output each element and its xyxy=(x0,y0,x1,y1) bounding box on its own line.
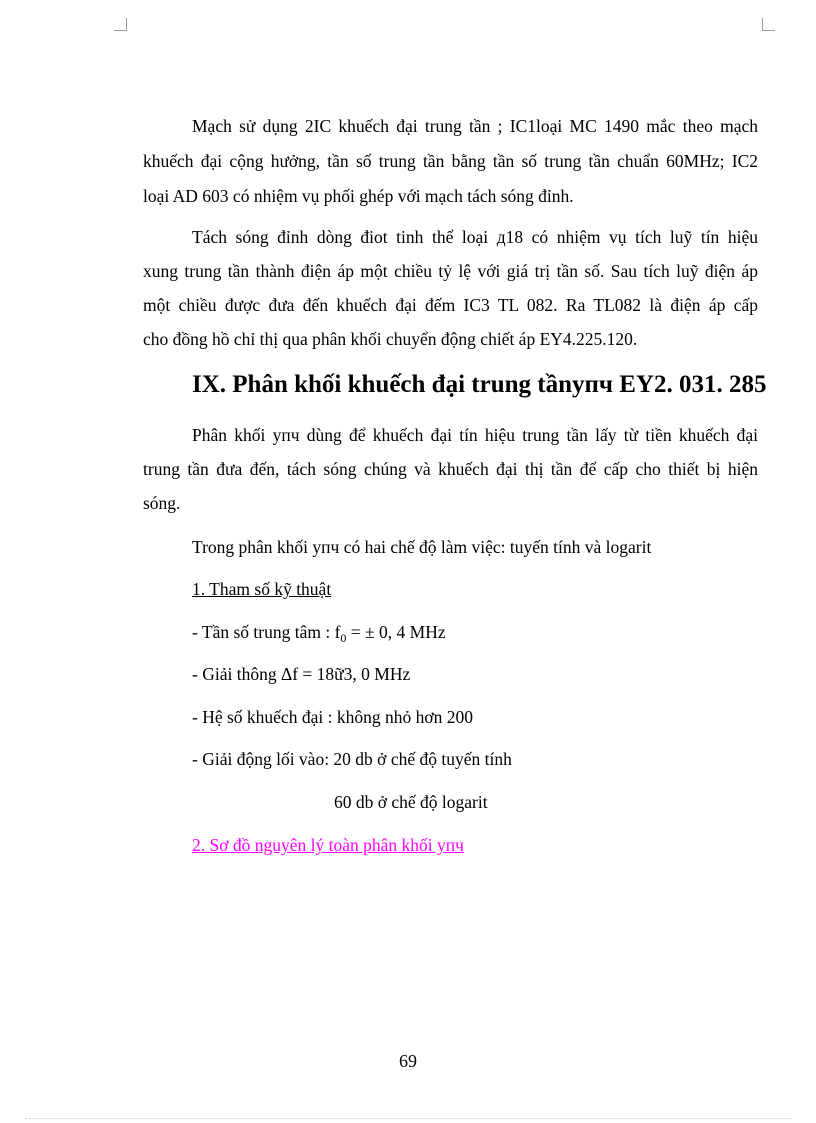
paragraph-2-line-1: Tách sóng đỉnh dòng điot tinh thể loại д18 có nhiệm vụ tích luỹ tín hiệu xyxy=(192,227,758,247)
param-center-frequency-prefix: - Tần số trung tâm : f xyxy=(192,622,341,642)
paragraph-4: Trong phân khối упч có hai chế độ làm việc: tuyến tính và logarit xyxy=(192,537,652,557)
param-center-frequency-value: = ± 0, 4 MHz xyxy=(346,622,446,642)
paragraph-3-line-3: sóng. xyxy=(143,493,181,513)
paragraph-2-line-4: cho đồng hồ chỉ thị qua phân khối chuyển động chiết áp EY4.225.120. xyxy=(143,329,638,349)
paragraph-3-line-2: trung tần đưa đến, tách sóng chúng và khuếch đại thị tần để cấp cho thiết bị hiện xyxy=(143,459,758,479)
section-2-title: 2. Sơ đồ nguyên lý toàn phân khối упч xyxy=(192,835,464,855)
section-1-title: 1. Tham số kỹ thuật xyxy=(192,579,332,599)
paragraph-2-line-3: một chiều được đưa đến khuếch đại đếm IC3 TL 082. Ra TL082 là điện áp cấp xyxy=(143,295,758,315)
page-corner-mark-right xyxy=(762,18,775,31)
paragraph-1-line-3: loại AD 603 có nhiệm vụ phối ghép với mạch tách sóng đỉnh. xyxy=(143,186,574,206)
param-gain: - Hệ số khuếch đại : không nhỏ hơn 200 xyxy=(192,707,473,727)
paragraph-3-line-1: Phân khối упч dùng để khuếch đại tín hiệu trung tần lấy từ tiền khuếch đại xyxy=(192,425,758,445)
paragraph-2-line-2: xung trung tần thành điện áp một chiều tỷ lệ với giá trị tần số. Sau tích luỹ điện áp xyxy=(143,261,758,281)
section-heading: IX. Phân khối khuếch đại trung tầnупч EY2. 031. 285 xyxy=(192,371,767,398)
page-corner-mark-left xyxy=(114,18,127,31)
param-bandwidth: - Giải thông Δf = 18ữ3, 0 MHz xyxy=(192,664,411,684)
page-bottom-border xyxy=(25,1118,791,1119)
paragraph-1-line-2: khuếch đại cộng hưởng, tần số trung tần bằng tần số trung tần chuẩn 60MHz; IC2 xyxy=(143,151,758,171)
param-dynamic-range-log: 60 db ở chế độ logarit xyxy=(334,792,488,812)
paragraph-1-line-1: Mạch sử dụng 2IC khuếch đại trung tần ; IC1loại MC 1490 mắc theo mạch xyxy=(192,116,758,136)
param-center-frequency xyxy=(192,621,446,643)
page-number: 69 xyxy=(399,1051,417,1071)
param-center-frequency-subscript: 0 xyxy=(340,631,347,645)
param-dynamic-range: - Giải động lối vào: 20 db ở chế độ tuyến tính xyxy=(192,749,512,769)
